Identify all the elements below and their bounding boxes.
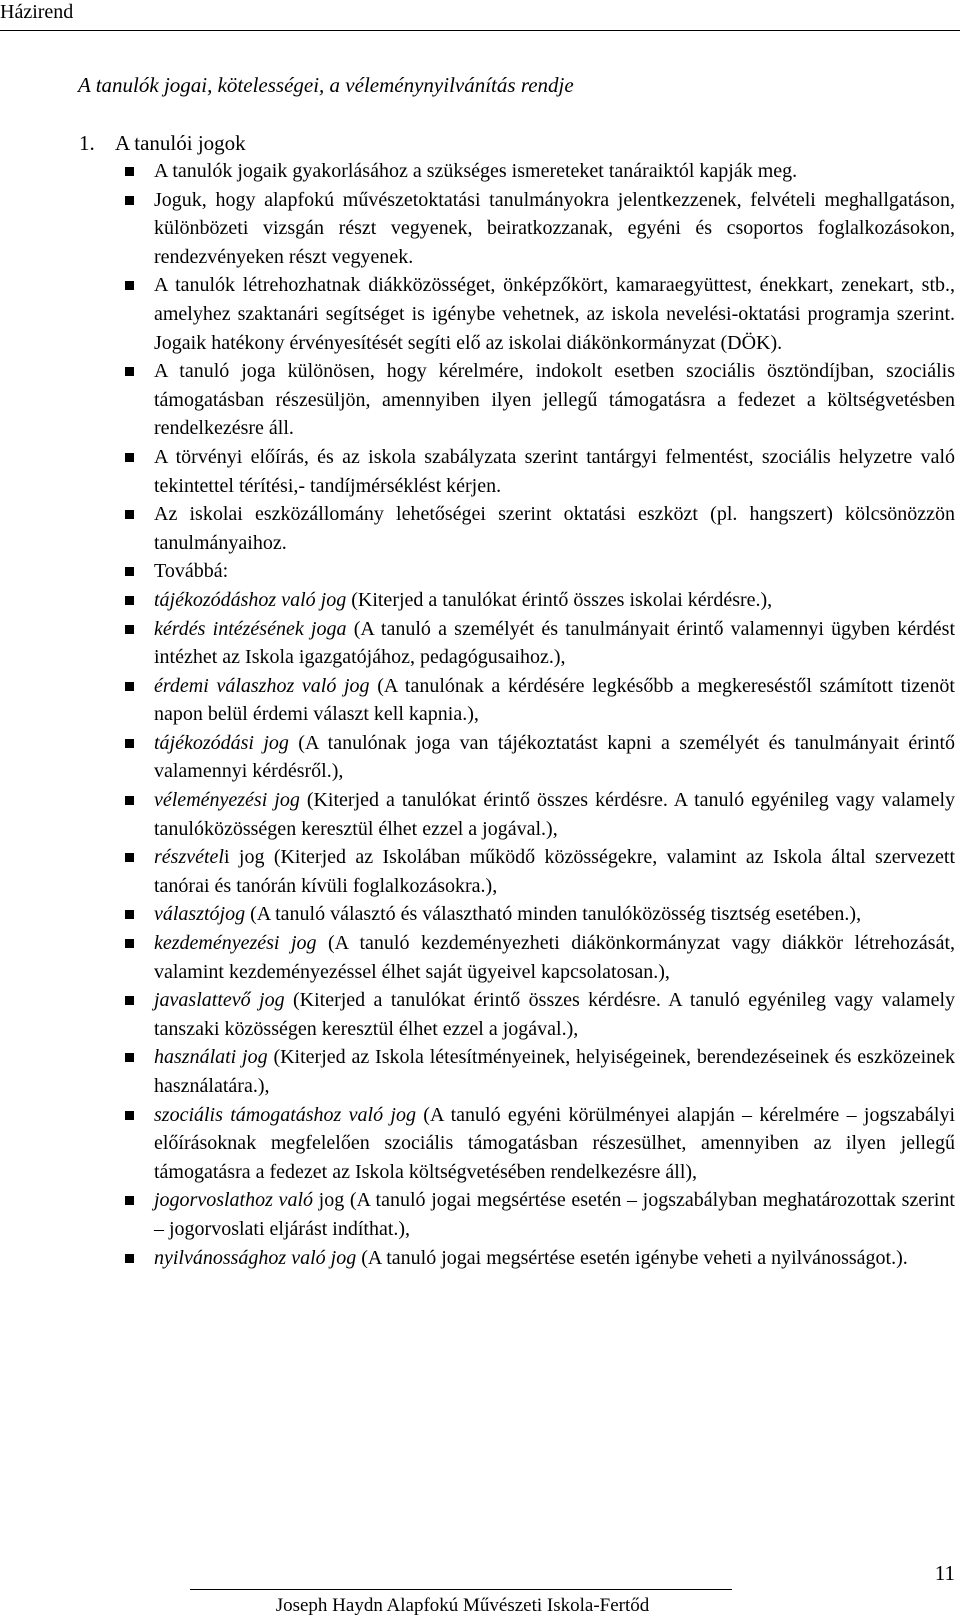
list-item-text [154,557,955,586]
right-name: tájékozódáshoz való jog [154,588,347,611]
list-item [121,586,955,615]
right-description: (Kiterjed az Iskola létesítményeinek, helyiségeinek, berendezéseinek és eszközeinek használatára.), [154,1046,956,1097]
list-item-text [154,1101,955,1187]
right-description: (A tanulónak a kérdésére legkésőbb a megkereséstől számított tizenöt napon belül érdemi választ kell kapnia.), [154,674,955,726]
list-item-text [154,500,955,557]
right-name: kérdés intézésének joga [154,617,347,640]
square-bullet-icon [125,910,134,919]
list-item-text [154,443,955,500]
list-item-text [154,929,955,986]
square-bullet-icon [125,1254,134,1263]
list-item [121,900,955,929]
square-bullet-icon [125,853,134,862]
list-item-text [154,843,955,900]
right-description: (A tanuló egyéni körülményei alapján – kérelmére – jogszabályi előírásoknak megfelelően szociális támogatásban részesülhet, amennyiben az ilyen jellegű támogatásra a fedezet az Iskola költségvetésében rendelkezésre áll), [154,1103,955,1183]
right-name: választójog [154,903,246,926]
list-item [121,1186,955,1243]
right-name: kezdeményezési jog [154,932,317,955]
header-title: Házirend [0,1,74,23]
square-bullet-icon [125,682,134,691]
list-item-text [154,729,955,786]
right-name: érdemi válaszhoz való jog [154,674,370,697]
list-item-text [154,900,955,929]
right-description: A törvényi előírás, és az iskola szabályzata szerint tantárgyi felmentést, szociális helyzetre való tekintettel térítési,- tandíjmérséklést kérjen. [154,445,955,497]
right-description: (Kiterjed a tanulókat érintő összes kérdésre. A tanuló egyénileg vagy valamely tanszaki közösségen keresztül élhet ezzel a jogával.), [154,989,956,1040]
list-item [121,1043,955,1100]
right-description: (Kiterjed a tanulókat érintő összes kérdésre. A tanuló egyénileg vagy valamely tanulóközösségen keresztül élhet ezzel a jogával.), [154,789,955,840]
right-description: A tanulók jogaik gyakorlásához a szükséges ismereteket tanáraiktól kapják meg. [154,160,798,182]
square-bullet-icon [125,453,134,462]
square-bullet-icon [125,567,134,576]
page-header [0,0,960,31]
section-title: A tanulói jogok [115,131,246,155]
list-item [121,557,955,586]
list-item [121,615,955,672]
list-item-text [154,1043,955,1100]
square-bullet-icon [125,281,134,290]
list-item-text [154,586,955,615]
right-name: tájékozódási jog [154,731,289,754]
document-title: A tanulók jogai, kötelességei, a véleménynyilvánítás rendje [78,73,574,97]
square-bullet-icon [125,996,134,1005]
list-item [121,500,955,557]
section-number: 1. [79,131,95,155]
right-name: javaslattevő jog [154,989,285,1012]
list-item-text [154,1186,955,1243]
right-description: (Kiterjed a tanulókat érintő összes iskolai kérdésre.), [346,588,773,611]
right-description: i jog (Kiterjed az Iskolában működő közösségekre, valamint az Iskola által szervezett tanórai és tanórán kívüli foglalkozásokra.), [154,846,955,897]
list-item [121,786,955,843]
list-item-text [154,786,955,843]
square-bullet-icon [125,1196,134,1205]
right-name: részvétel [154,846,224,869]
right-name: nyilvánossághoz való jog [154,1246,357,1269]
square-bullet-icon [125,510,134,519]
list-item [121,843,955,900]
right-name: szociális támogatáshoz való jog [154,1103,416,1126]
square-bullet-icon [125,1053,134,1062]
right-description: (A tanulónak joga van tájékoztatást kapni a személyét és tanulmányait érintő valamennyi kérdésről.), [154,731,956,783]
list-item-text [154,357,955,443]
square-bullet-icon [125,739,134,748]
list-item [121,157,955,186]
list-item [121,357,955,443]
list-item [121,672,955,729]
square-bullet-icon [125,367,134,376]
footer-school-name: Joseph Haydn Alapfokú Művészeti Iskola-Fertőd [275,1595,650,1616]
list-item-text [154,672,955,729]
list-item [121,1101,955,1187]
right-description: Az iskolai eszközállomány lehetőségei szerint oktatási eszközt (pl. hangszert) kölcsönözzön tanulmányaihoz. [154,503,955,554]
right-name: használati jog [154,1046,268,1069]
right-description: A tanuló joga különösen, hogy kérelmére, indokolt esetben szociális ösztöndíjban, szociális támogatásban részesüljön, amennyiben ilyen jellegű támogatásra a fedezet a költségvetésben rendelkezésre áll. [154,360,955,440]
right-description: (A tanuló a személyét és tanulmányait érintő valamennyi ügyben kérdést intézhet az Iskola igazgatójához, pedagógusaihoz.), [154,617,955,669]
list-item [121,443,955,500]
right-description: Továbbá: [154,560,229,583]
right-name: jogorvoslathoz való [154,1189,313,1212]
list-item-text [154,1244,955,1273]
list-item-text [154,157,955,186]
rights-list [121,157,955,1272]
square-bullet-icon [125,796,134,805]
square-bullet-icon [125,625,134,634]
page-number: 11 [934,1561,955,1585]
square-bullet-icon [125,167,134,176]
square-bullet-icon [125,939,134,948]
right-description: A tanulók létrehozhatnak diákközösséget, önképzőkört, kamaraegyüttest, énekkart, zenekart, stb., amelyhez szaktanári segítséget is igénybe vehetnek, az iskola nevelési-oktatási programja szerint. Jogaik hatékony érvényesítését segíti elő az iskolai diákönkormányzat (DÖK). [154,274,955,354]
list-item [121,186,955,272]
list-item [121,929,955,986]
right-description: (A tanuló jogai megsértése esetén igénybe veheti a nyilvánosságot.). [356,1246,908,1269]
right-description: (A tanuló választó és választható minden tanulóközösség tisztség esetében.), [245,903,862,926]
footer-divider [190,1589,732,1590]
list-item-text [154,986,955,1043]
list-item-text [154,615,955,672]
right-description: jog (A tanuló jogai megsértése esetén – jogszabályban meghatározottak szerint – jogorvoslati eljárást indíthat.), [154,1189,955,1240]
list-item [121,1244,955,1273]
list-item [121,986,955,1043]
square-bullet-icon [125,1111,134,1120]
section-heading [79,130,246,156]
square-bullet-icon [125,196,134,205]
list-item [121,271,955,357]
right-description: Joguk, hogy alapfokú művészetoktatási tanulmányokra jelentkezzenek, felvételi meghallgatáson, különbözeti vizsgán részt vegyenek, beiratkozzanak, egyéni és csoportos foglalkozásokon, rendezvényeken részt vegyenek. [154,188,955,268]
list-item-text [154,186,955,272]
list-item [121,729,955,786]
right-description: (A tanuló kezdeményezheti diákönkormányzat vagy diákkör létrehozását, valamint kezdeményezéssel élhet saját ügyeivel kapcsolatosan.), [154,932,955,983]
list-item-text [154,271,955,357]
square-bullet-icon [125,596,134,605]
right-name: véleményezési jog [154,789,300,812]
